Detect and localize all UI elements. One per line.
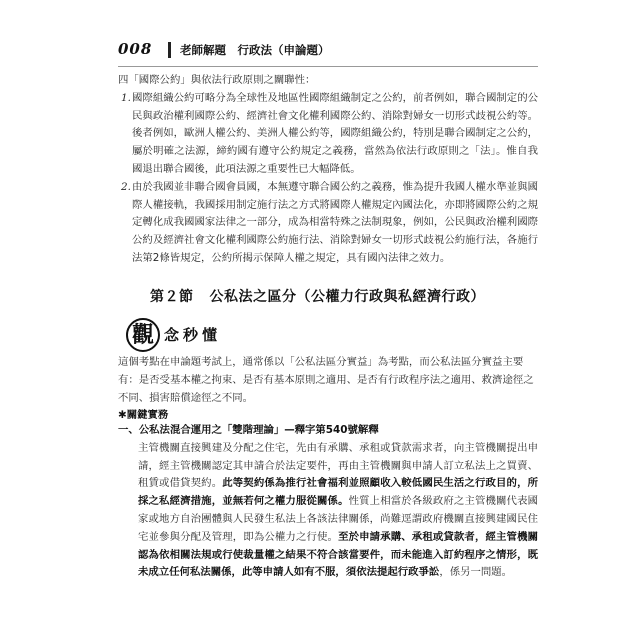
page-header xyxy=(118,40,538,60)
intro-paragraph: 這個考點在申論題考試上，通常係以「公私法區分實益」為考點，而公私法區分實益主要有：是否受基本權之拘束、是否有基本原則之適用、是否有行政程序法之適用、救濟途徑之不同、損害賠償途徑之不同。 xyxy=(118,356,534,404)
key-case-item xyxy=(118,422,538,582)
section-heading xyxy=(150,286,485,306)
section-4-lead: 四「國際公約」與依法行政原則之關聯性： xyxy=(118,74,316,86)
body-text-plain: ，係另一問題。 xyxy=(439,566,513,579)
page-number: 008 xyxy=(118,40,153,58)
body-text-plain: 性質上相當於各級政府之主管機關代表國家或地方自治團體與人民發生私法上各該法律關係，尚難逕謂政府機關直接興建國民住宅並參與分配及管理，即為公權力之行使。 xyxy=(138,495,539,543)
section-chapter: 第２節 xyxy=(150,289,194,305)
list-number: 1. xyxy=(121,91,131,104)
list-text: 由於我國並非聯合國會員國，本無遵守聯合國公約之義務，惟為提升我國人權水準並與國際人權接軌，我國採用制定施行法之方式將國際人權規定內國法化，亦即將國際公約之規定轉化成我國國家法律之一部分，成為相當特殊之法制現象，例如，公民與政治權利國際公約及經濟社會文化權利國際公約施行法、消除對婦女一切形式歧視公約施行法，各施行法第2條皆規定，公約所揭示保障人權之規定，具有國內法律之效力。 xyxy=(132,180,538,264)
body-text-bold: 此等契約係為推行社會福利並照顧收入較低國民生活之行政目的，所採之私經濟措施，並無若何之權力服從關係。 xyxy=(138,477,539,508)
key-cases-heading: ✱關鍵實務 xyxy=(118,409,169,421)
concept-badge-icon: 觀 xyxy=(126,318,160,352)
body-text-bold: 至於申請承購、承租或貸款者，經主管機關認為依相關法規或行使裁量權之結果不符合該當要件，而未能進入訂約程序之情形，既未成立任何私法關係，此等申請人如有不服，須依法提起行政爭訟 xyxy=(138,530,539,579)
section-4-block xyxy=(118,72,538,268)
key-case-body xyxy=(118,440,538,582)
header-rule xyxy=(118,66,538,67)
header-divider xyxy=(168,42,171,58)
running-title: 老師解題 行政法（申論題） xyxy=(180,43,330,57)
body-text-plain: 主管機關直接興建及分配之住宅，先由有承購、承租或貸款需求者，向主管機關提出申請，經主管機關認定其申請合於法定要件，再由主管機關與申請人訂立私法上之買賣、租賃或借貸契約。 xyxy=(138,441,538,490)
list-number: 2. xyxy=(121,180,131,193)
concept-banner-label: 念秒懂 xyxy=(164,326,222,344)
section-heading-text: 公私法之區分（公權力行政與私經濟行政） xyxy=(209,289,485,305)
list-item xyxy=(118,179,538,268)
list-text: 國際組織公約可略分為全球性及地區性國際組織制定之公約，前者例如，聯合國制定的公民與政治權利國際公約、經濟社會文化權利國際公約、消除對婦女一切形式歧視公約等。後者例如，歐洲人權公約、美洲人權公約等，國際組織公約，特別是聯合國制定之公約，屬於明確之法源，締約國有遵守公約規定之義務，當然為依法行政原則之「法」。惟自我國退出聯合國後，此項法源之重要性已大幅降低。 xyxy=(132,91,538,175)
concept-banner xyxy=(126,318,326,352)
list-item xyxy=(118,90,538,179)
key-case-heading: 一、公私法混合運用之「雙階理論」—釋字第540號解釋 xyxy=(118,424,379,436)
